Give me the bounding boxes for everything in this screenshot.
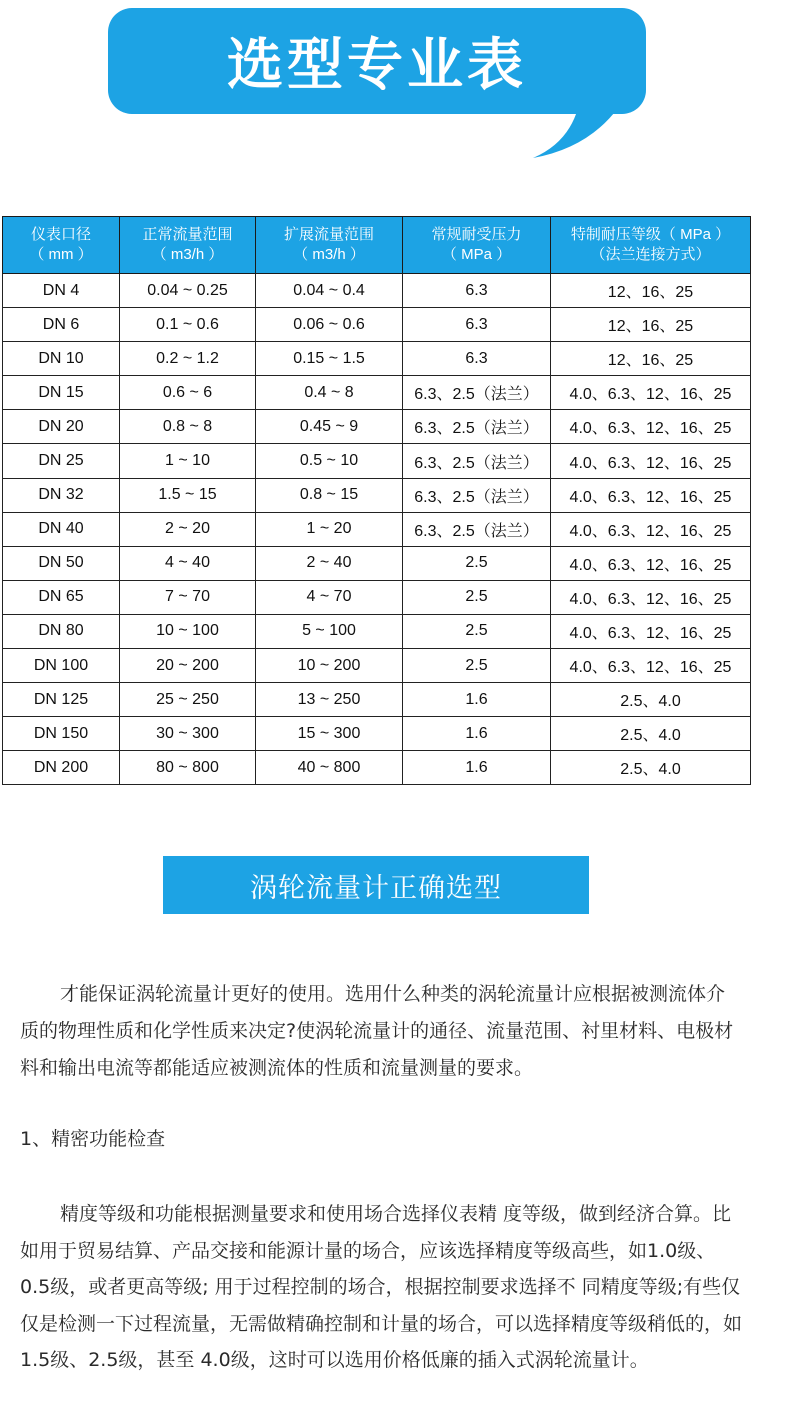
table-cell: DN 150: [3, 717, 120, 751]
table-cell: 7 ~ 70: [120, 580, 256, 614]
table-cell: 6.3、2.5（法兰）: [403, 410, 551, 444]
table-cell: 2.5: [403, 546, 551, 580]
table-cell: 1.6: [403, 751, 551, 785]
table-cell: 4.0、6.3、12、16、25: [551, 614, 751, 648]
column-header-line: 仪表口径: [30, 226, 91, 243]
table-cell: 0.4 ~ 8: [256, 376, 403, 410]
table-row: [3, 376, 751, 410]
table-cell: 6.3、2.5（法兰）: [403, 478, 551, 512]
column-header-line: （法兰连接方式）: [590, 246, 711, 263]
table-cell: DN 15: [3, 376, 120, 410]
table-cell: 2 ~ 20: [120, 512, 256, 546]
table-cell: 4 ~ 40: [120, 546, 256, 580]
table-row: [3, 274, 751, 308]
table-cell: DN 125: [3, 683, 120, 717]
table-cell: DN 20: [3, 410, 120, 444]
table-cell: 1 ~ 20: [256, 512, 403, 546]
column-header: [551, 217, 751, 274]
table-cell: 0.1 ~ 0.6: [120, 308, 256, 342]
table-cell: DN 40: [3, 512, 120, 546]
table-cell: 0.2 ~ 1.2: [120, 342, 256, 376]
table-cell: 0.15 ~ 1.5: [256, 342, 403, 376]
table-cell: 4 ~ 70: [256, 580, 403, 614]
table-cell: 0.06 ~ 0.6: [256, 308, 403, 342]
table-cell: 2.5、4.0: [551, 683, 751, 717]
title-banner: [108, 8, 646, 160]
table-cell: 2.5: [403, 614, 551, 648]
table-cell: 1.6: [403, 717, 551, 751]
column-header-line: 扩展流量范围: [283, 226, 374, 243]
table-cell: 4.0、6.3、12、16、25: [551, 546, 751, 580]
table-cell: 2.5、4.0: [551, 717, 751, 751]
table-cell: 4.0、6.3、12、16、25: [551, 649, 751, 683]
table-cell: 4.0、6.3、12、16、25: [551, 410, 751, 444]
table-cell: DN 200: [3, 751, 120, 785]
table-body: [3, 274, 751, 785]
table-row: [3, 580, 751, 614]
spec-table: [2, 216, 751, 785]
table-cell: 2 ~ 40: [256, 546, 403, 580]
table-cell: 4.0、6.3、12、16、25: [551, 444, 751, 478]
table-row: [3, 614, 751, 648]
table-cell: 15 ~ 300: [256, 717, 403, 751]
table-cell: 2.5、4.0: [551, 751, 751, 785]
table-row: [3, 512, 751, 546]
table-cell: 30 ~ 300: [120, 717, 256, 751]
column-header-line: 正常流量范围: [142, 226, 233, 243]
accuracy-paragraph: 精度等级和功能根据测量要求和使用场合选择仪表精 度等级，做到经济合算。比如用于贸易结算、产品交接和能源计量的场合，应该选择精度等级高些，如1.0级、0.5级，或者更高等级; 用于过程控制的场合，根据控制要求选择不 同精度等级;有些仅仅是检测一下过程流量，无需做精确控制和计量的场合，可以选择精度等级稍低的，如1.5级、2.5级，甚至 4.0级，这时可以选用价格低廉的插入式涡轮流量计。: [20, 1203, 743, 1371]
table-cell: 40 ~ 800: [256, 751, 403, 785]
table-row: [3, 717, 751, 751]
column-header: [3, 217, 120, 274]
table-cell: 0.45 ~ 9: [256, 410, 403, 444]
section-title: 涡轮流量计正确选型: [250, 872, 502, 904]
table-cell: 4.0、6.3、12、16、25: [551, 376, 751, 410]
page-title: 选型专业表: [227, 33, 527, 98]
table-cell: DN 80: [3, 614, 120, 648]
column-header-line: （ m3/h ）: [293, 246, 365, 263]
section-banner: [163, 856, 589, 914]
column-header-line: （ MPa ）: [441, 246, 512, 263]
table-cell: 12、16、25: [551, 342, 751, 376]
column-header: [256, 217, 403, 274]
table-cell: DN 65: [3, 580, 120, 614]
table-cell: 12、16、25: [551, 274, 751, 308]
table-cell: 0.8 ~ 8: [120, 410, 256, 444]
table-cell: DN 6: [3, 308, 120, 342]
table-cell: 6.3: [403, 308, 551, 342]
table-cell: 0.04 ~ 0.4: [256, 274, 403, 308]
table-row: [3, 410, 751, 444]
table-cell: 20 ~ 200: [120, 649, 256, 683]
table-cell: DN 10: [3, 342, 120, 376]
table-cell: 4.0、6.3、12、16、25: [551, 512, 751, 546]
table-cell: 1.5 ~ 15: [120, 478, 256, 512]
table-cell: DN 4: [3, 274, 120, 308]
column-header: [120, 217, 256, 274]
table-cell: 6.3: [403, 274, 551, 308]
table-cell: 25 ~ 250: [120, 683, 256, 717]
table-cell: 80 ~ 800: [120, 751, 256, 785]
table-cell: 6.3、2.5（法兰）: [403, 444, 551, 478]
table-cell: 10 ~ 100: [120, 614, 256, 648]
table-cell: 6.3、2.5（法兰）: [403, 512, 551, 546]
table-cell: 2.5: [403, 649, 551, 683]
column-header-line: 常规耐受压力: [431, 226, 522, 243]
table-cell: DN 25: [3, 444, 120, 478]
table-cell: DN 32: [3, 478, 120, 512]
table-cell: 0.8 ~ 15: [256, 478, 403, 512]
table-cell: 0.6 ~ 6: [120, 376, 256, 410]
column-header: [403, 217, 551, 274]
table-cell: 12、16、25: [551, 308, 751, 342]
intro-paragraph: 才能保证涡轮流量计更好的使用。选用什么种类的涡轮流量计应根据被测流体介质的物理性质和化学性质来决定?使涡轮流量计的通径、流量范围、衬里材料、电极材料和输出电流等都能适应被测流体的性质和流量测量的要求。: [20, 983, 734, 1079]
table-row: [3, 649, 751, 683]
table-cell: DN 100: [3, 649, 120, 683]
table-cell: 6.3、2.5（法兰）: [403, 376, 551, 410]
column-header-line: 特制耐压等级（ MPa ）: [570, 226, 731, 243]
column-header-line: （ mm ）: [29, 246, 93, 263]
table-cell: 13 ~ 250: [256, 683, 403, 717]
table-row: [3, 342, 751, 376]
table-cell: 0.04 ~ 0.25: [120, 274, 256, 308]
table-row: [3, 308, 751, 342]
table-cell: 2.5: [403, 580, 551, 614]
table-row: [3, 546, 751, 580]
table-cell: 4.0、6.3、12、16、25: [551, 478, 751, 512]
table-cell: 1.6: [403, 683, 551, 717]
column-header-line: （ m3/h ）: [151, 246, 224, 263]
table-row: [3, 478, 751, 512]
table-header-row: [3, 217, 751, 274]
table-cell: 0.5 ~ 10: [256, 444, 403, 478]
table-cell: 1 ~ 10: [120, 444, 256, 478]
table-cell: DN 50: [3, 546, 120, 580]
table-row: [3, 444, 751, 478]
table-cell: 10 ~ 200: [256, 649, 403, 683]
table-cell: 5 ~ 100: [256, 614, 403, 648]
table-row: [3, 683, 751, 717]
speech-bubble: [108, 8, 646, 114]
table-cell: 6.3: [403, 342, 551, 376]
subheading: 1、精密功能检查: [20, 1128, 166, 1150]
table-cell: 4.0、6.3、12、16、25: [551, 580, 751, 614]
table-row: [3, 751, 751, 785]
